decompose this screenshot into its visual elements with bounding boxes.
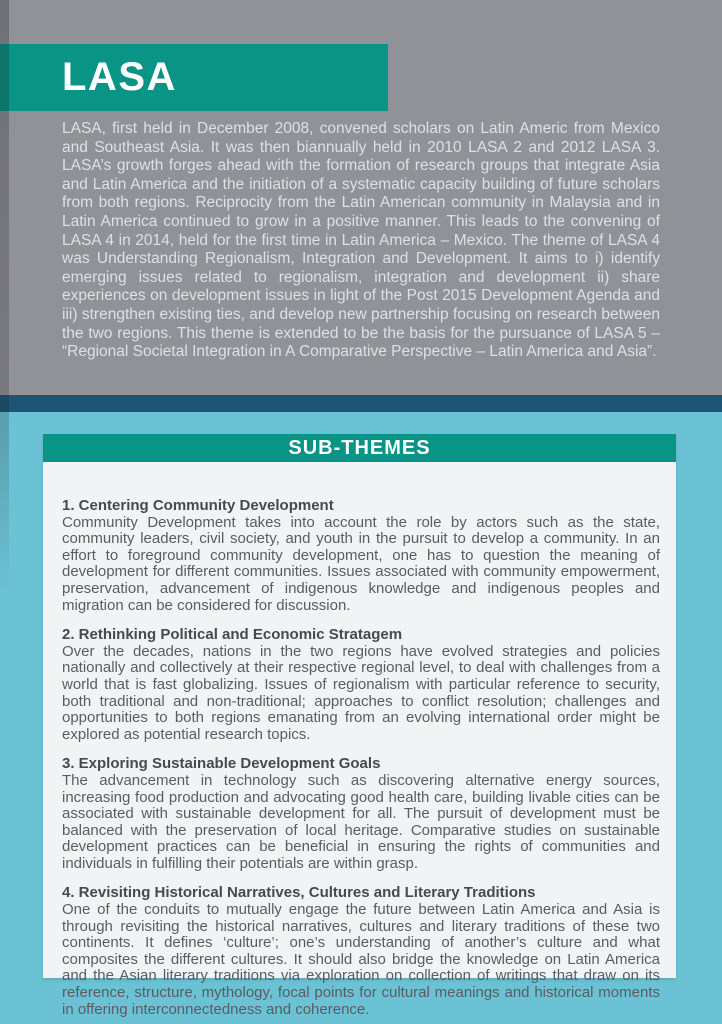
subtheme-item-4	[62, 885, 660, 1018]
subtheme-heading: 2. Rethinking Political and Economic Stratagem	[62, 626, 403, 644]
subtheme-heading: 1. Centering Community Development	[62, 497, 334, 514]
subtheme-heading: 3. Exploring Sustainable Development Goals	[62, 755, 381, 773]
subthemes-card	[43, 434, 676, 1018]
page-title: LASA	[62, 55, 177, 99]
top-section	[0, 0, 722, 395]
subthemes-header	[43, 434, 676, 462]
subthemes-title: SUB-THEMES	[288, 436, 431, 459]
subtheme-body: The advancement in technology such as discovering alternative energy sources, increasing food production and advocating good health care, building livable cities can be associated with sustainable development for all. The pursuit of development must be balanced with the preservation of local heritage. Comparative studies on sustainable development practices can be beneficial in ensuring the rights of communities and individuals in fulfilling their potentials are within grasp.	[62, 771, 660, 872]
subthemes-list	[43, 462, 676, 1018]
subtheme-item-1	[62, 498, 660, 614]
section-divider	[0, 395, 722, 412]
subtheme-item-2	[62, 627, 660, 743]
subtheme-body: Community Development takes into account the role by actors such as the state, community leaders, civil society, and youth in the pursuit to develop a community. In an effort to foreground community development, one has to question the meaning of development for different communities. Issues associated with community empowerment, preservation, advancement of indigenous knowledge and indigenous peoples and migration can be considered for discussion.	[62, 513, 660, 614]
subtheme-item-3	[62, 756, 660, 872]
intro-paragraph: LASA, first held in December 2008, convened scholars on Latin Americ from Mexico and Southeast Asia. It was then biannually held in 2010 LASA 2 and 2012 LASA 3. LASA’s growth forges ahead with the formation of research groups that integrate Asia and Latin America and the initiation of a systematic capacity building of future scholars from both regions. Reciprocity from the Latin American community in Malaysia and in Latin America continued to grow in a positive manner. This leads to the convening of LASA 4 in 2014, held for the first time in Latin America – Mexico. The theme of LASA 4 was Understanding Regionalism, Integration and Development. It aims to i) identify emerging issues related to regionalism, integration and development ii) share experiences on development issues in light of the Post 2015 Development Agenda and iii) strengthen existing ties, and develop new partnership focusing on research between the two regions. This theme is extended to be the basis for the pursuance of LASA 5 – “Regional Societal Integration in A Comparative Perspective – Latin America and Asia”.	[62, 120, 660, 361]
subtheme-heading: 4. Revisiting Historical Narratives, Cultures and Literary Traditions	[62, 884, 536, 902]
subtheme-body: One of the conduits to mutually engage the future between Latin America and Asia is through revisiting the historical narratives, cultures and literary traditions of these two continents. It defines ‘culture’; one’s understanding of another’s culture and what composites the different cultures. It should also bridge the knowledge on Latin America and the Asian literary traditions via exploration on collection of writings that draw on its reference, structure, mythology, focal points for cultural meanings and historical moments in offering interconnectedness and coherence.	[62, 901, 660, 1018]
subtheme-body: Over the decades, nations in the two regions have evolved strategies and policies nationally and collectively at their respective regional level, to deal with challenges from a world that is fast globalizing. Issues of regionalism with particular reference to security, both traditional and non-traditional; approaches to conflict resolution; challenges and opportunities to both regions emanating from an evolving international order might be explored as potential research topics.	[62, 642, 660, 743]
lasa-title-banner	[0, 44, 388, 111]
